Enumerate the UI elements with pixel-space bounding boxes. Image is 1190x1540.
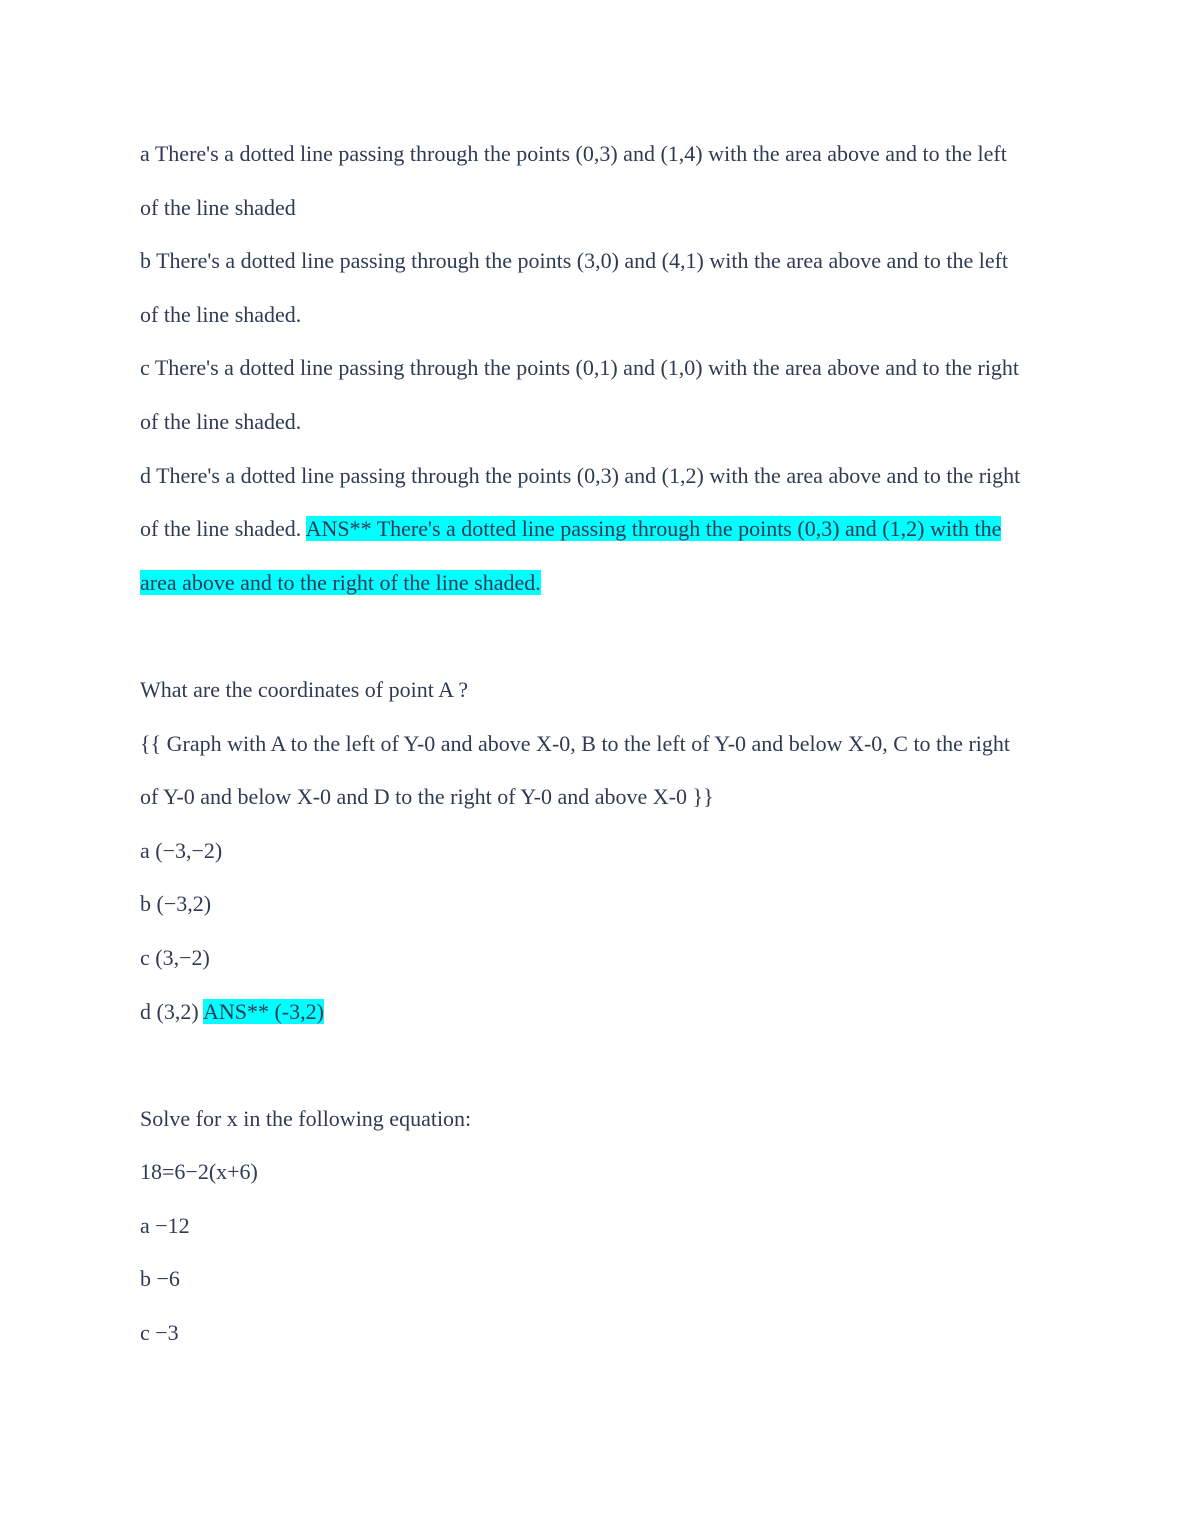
q1-option-a: a There's a dotted line passing through the points (0,3) and (1,4) with the area above and to the left of the line shaded	[140, 141, 1007, 220]
spacer	[140, 609, 1030, 663]
q2-prompt: What are the coordinates of point A ?	[140, 676, 469, 702]
q3-equation: 18=6−2(x+6)	[140, 1159, 258, 1185]
q2-option-d: d (3,2)	[140, 998, 199, 1024]
q2-option-b: b (−3,2)	[140, 891, 212, 917]
q1-answer-highlight: ANS** There's a dotted line passing through the points (0,3) and (1,2) with the area above and to the right of the line shaded.	[140, 516, 1002, 595]
document-page	[140, 127, 1030, 1360]
q1-option-b: b There's a dotted line passing through the points (3,0) and (4,1) with the area above and to the left of the line shaded.	[140, 248, 1009, 327]
q2-option-c: c (3,−2)	[140, 944, 210, 970]
q2-option-d-with-answer	[140, 985, 1030, 1039]
spacer	[140, 1038, 1030, 1092]
q2-figure-description: {{ Graph with A to the left of Y-0 and above X-0, B to the left of Y-0 and below X-0, C to the right of Y-0 and below X-0 and D to the right of Y-0 and above X-0 }}	[140, 730, 1010, 810]
q3-option-c: c −3	[140, 1320, 179, 1346]
q1-option-c: c There's a dotted line passing through the points (0,1) and (1,0) with the area above and to the right of the line shaded.	[140, 355, 1020, 434]
q2-answer-highlight: ANS** (-3,2)	[202, 998, 324, 1024]
q1-option-d-with-answer	[140, 449, 1030, 610]
q1-option-d: d There's a dotted line passing through the points (0,3) and (1,2) with the area above and to the right of the line shaded.	[140, 462, 1021, 542]
q3-option-b: b −6	[140, 1266, 180, 1292]
q3-option-a: a −12	[140, 1212, 190, 1238]
q3-prompt: Solve for x in the following equation:	[140, 1105, 472, 1131]
q2-option-a: a (−3,−2)	[140, 837, 223, 863]
